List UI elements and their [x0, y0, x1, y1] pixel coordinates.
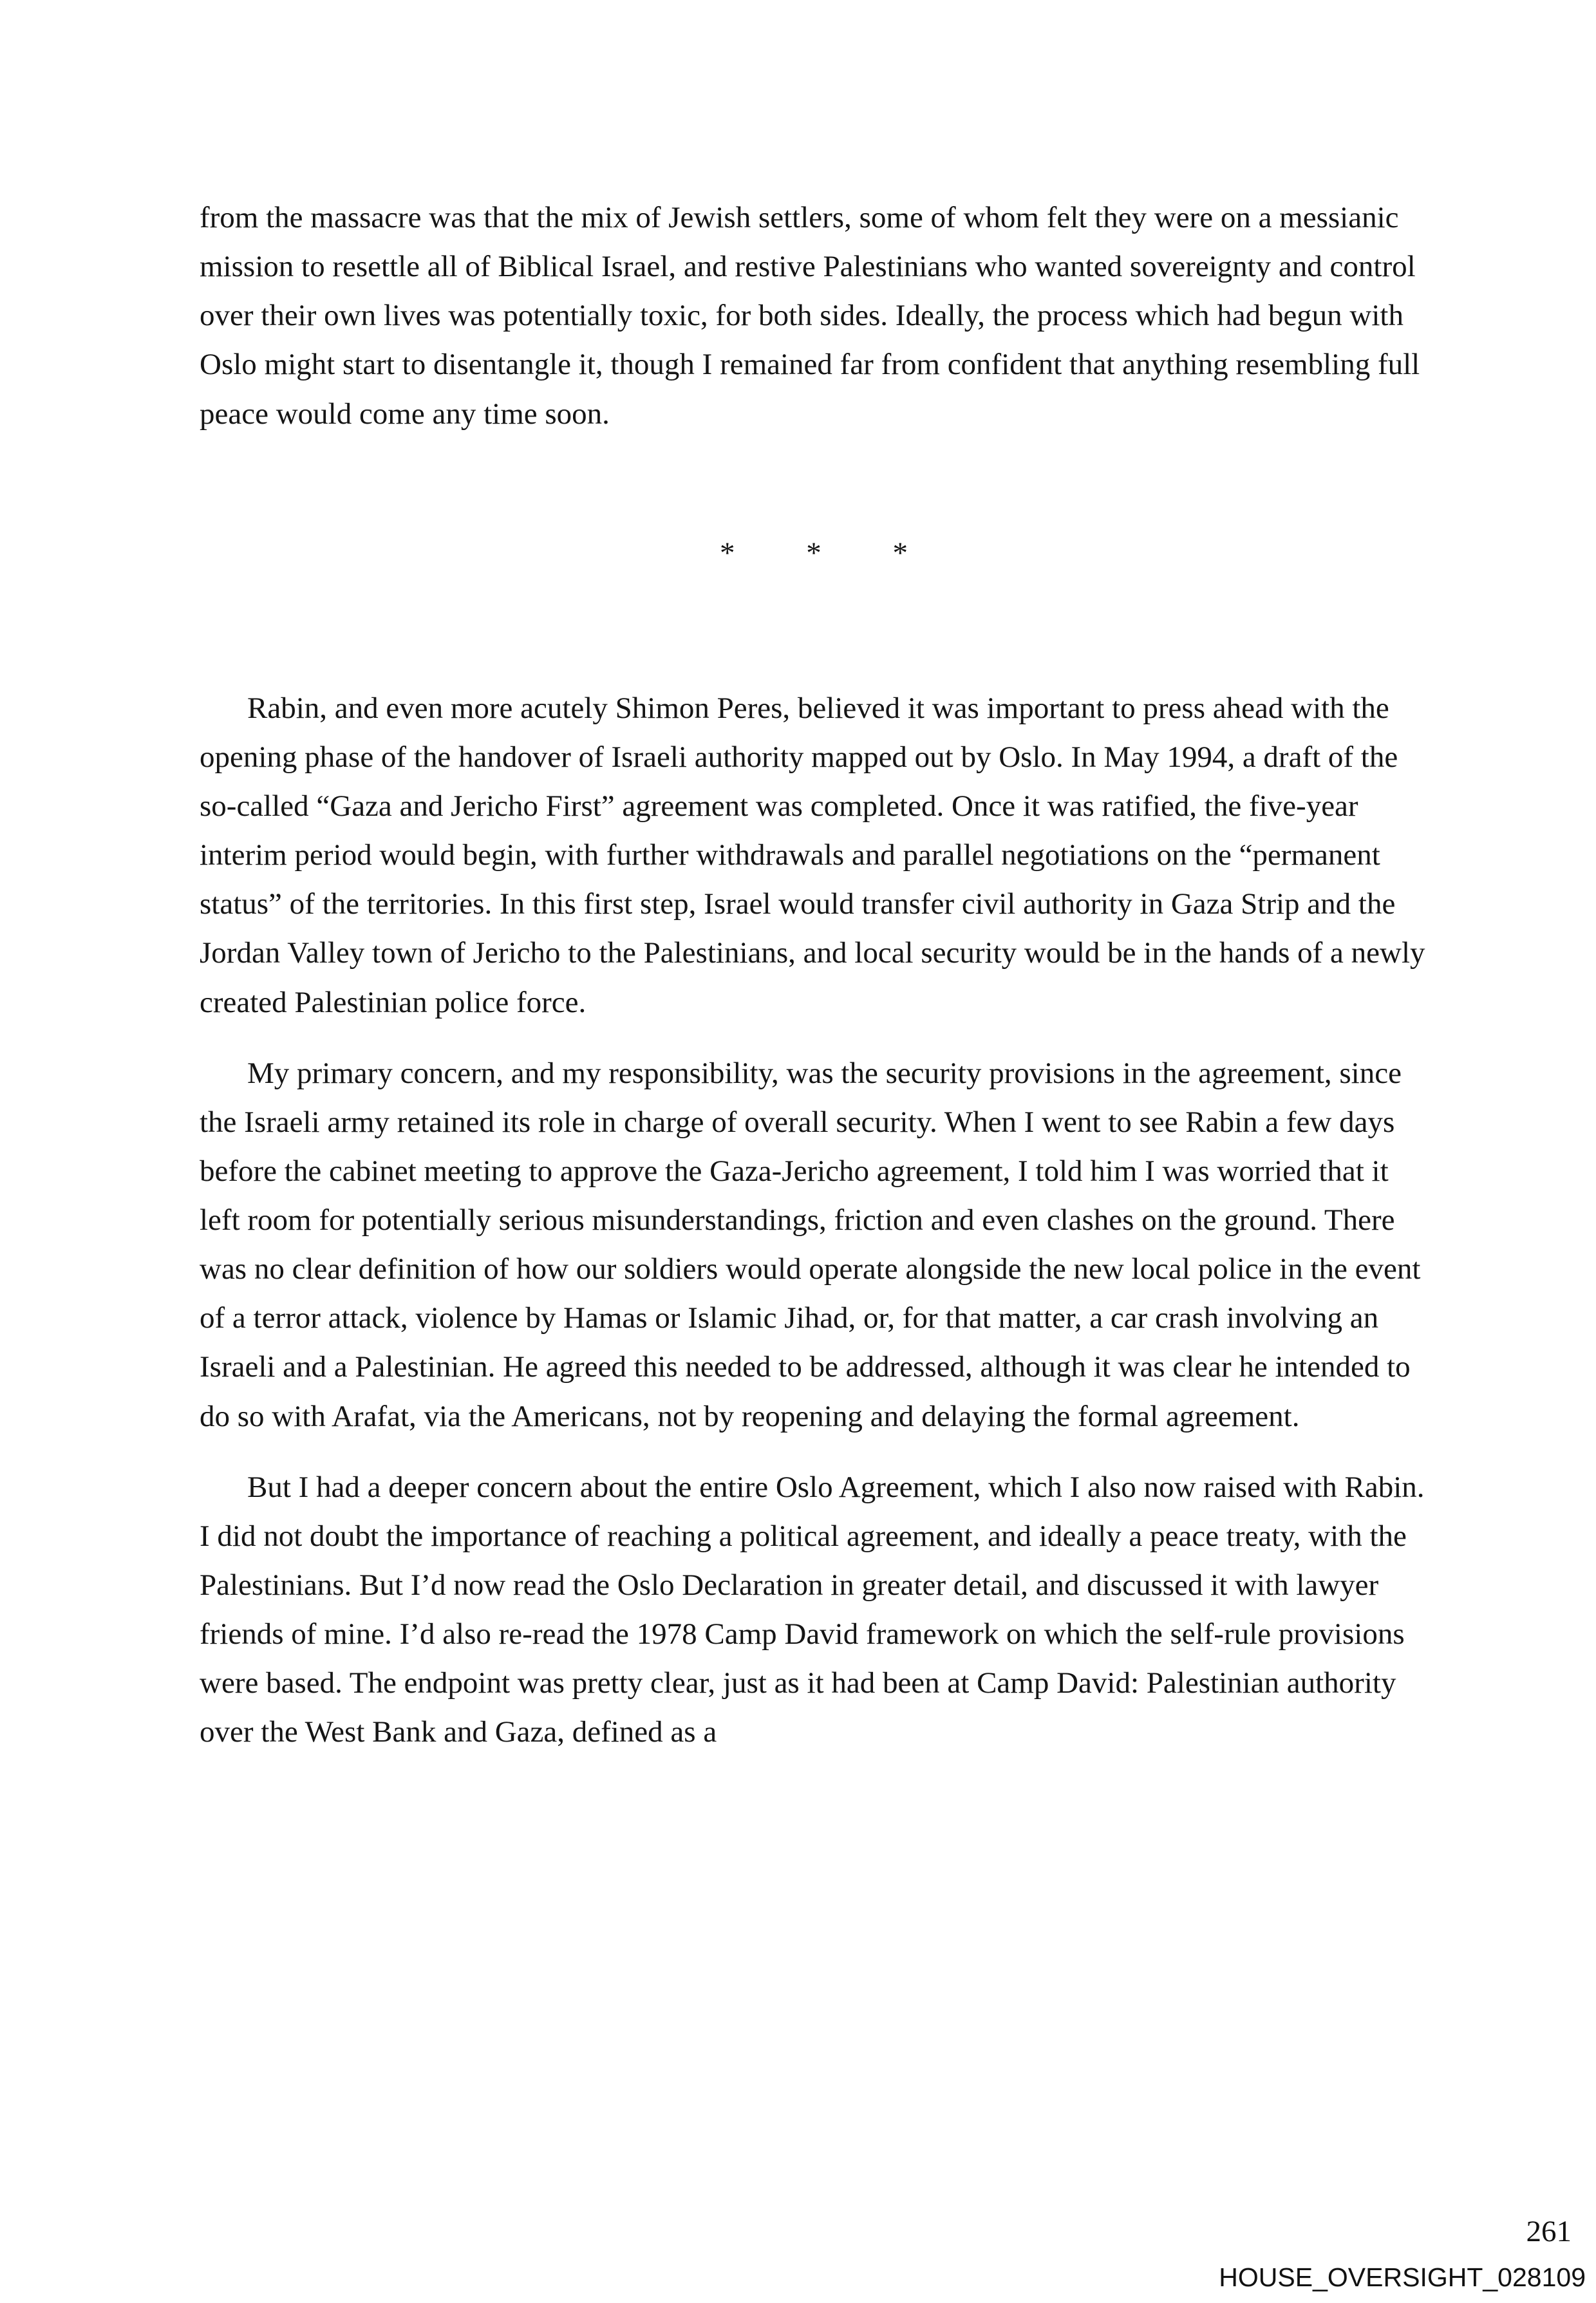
paragraph: My primary concern, and my responsibility, was the security provisions in the agreement, since the Israeli army retained its role in charge of overall security. When I went to see Rabin a few days before the cabinet meeting to approve the Gaza-Jericho agreement, I told him I was worried that it left room for potentially serious misunderstandings, friction and even clashes on the ground. There was no clear definition of how our soldiers would operate alongside the new local police in the event of a terror attack, violence by Hamas or Islamic Jihad, or, for that matter, a car crash involving an Israeli and a Palestinian. He agreed this needed to be addressed, although it was clear he intended to do so with Arafat, via the Americans, not by reopening and delaying the formal agreement.	[200, 1056, 1421, 1433]
paragraph: But I had a deeper concern about the entire Oslo Agreement, which I also now raised with Rabin. I did not doubt the importance of reaching a political agreement, and ideally a peace treaty, with the Palestinians. But I’d now read the Oslo Declaration in greater detail, and discussed it with lawyer friends of mine. I’d also re-read the 1978 Camp David framework on which the self-rule provisions were based. The endpoint was pretty clear, just as it had been at Camp David: Palestinian authority over the West Bank and Gaza, defined as a	[200, 1470, 1425, 1749]
page-number: 261	[1526, 2215, 1572, 2248]
section-break-asterisks: * * *	[720, 536, 909, 570]
footer-stamp: HOUSE_OVERSIGHT_028109	[1219, 2262, 1586, 2292]
page-content	[200, 193, 1429, 1778]
paragraph: Rabin, and even more acutely Shimon Peres, believed it was important to press ahead with the opening phase of the handover of Israeli authority mapped out by Oslo. In May 1994, a draft of the so-called “Gaza and Jericho First” agreement was completed. Once it was ratified, the five-year interim period would begin, with further withdrawals and parallel negotiations on the “permanent status” of the territories. In this first step, Israel would transfer civil authority in Gaza Strip and the Jordan Valley town of Jericho to the Palestinians, and local security would be in the hands of a newly created Palestinian police force.	[200, 691, 1425, 1019]
paragraph-continuation: from the massacre was that the mix of Jewish settlers, some of whom felt they were on a messianic mission to resettle all of Biblical Israel, and restive Palestinians who wanted sovereignty and control over their own lives was potentially toxic, for both sides. Ideally, the process which had begun with Oslo might start to disentangle it, though I remained far from confident that anything resembling full peace would come any time soon.	[200, 201, 1420, 431]
